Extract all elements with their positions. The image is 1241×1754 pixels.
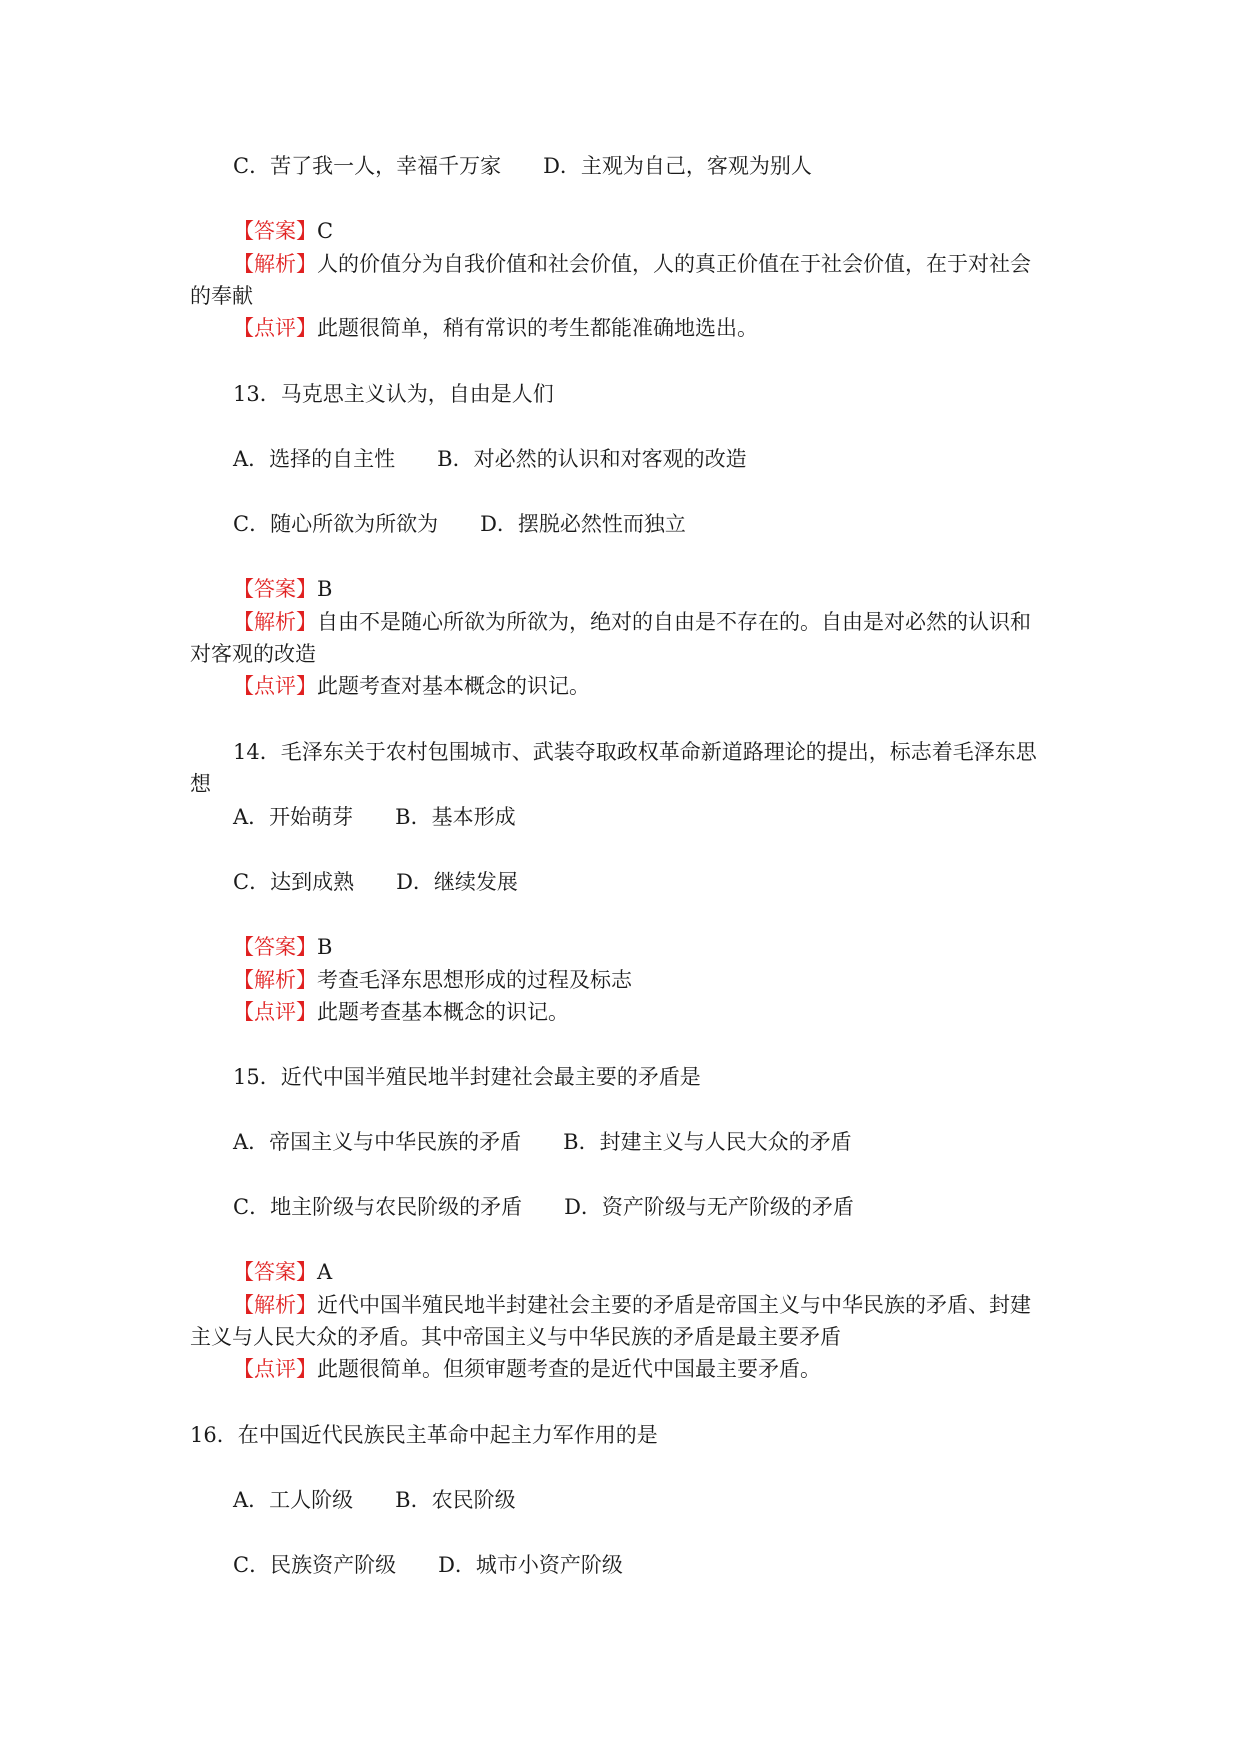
q12-answer bbox=[233, 215, 333, 247]
q15-option-a: A．帝国主义与中华民族的矛盾 bbox=[233, 1130, 522, 1154]
comment-tag: 【点评】 bbox=[233, 316, 317, 340]
q12-comment bbox=[233, 312, 758, 344]
q13-analysis-line-1 bbox=[233, 606, 1031, 638]
q12-analysis-line-2: 的奉献 bbox=[190, 284, 253, 308]
q14-question-line-2: 想 bbox=[190, 772, 211, 796]
q16-option-b: B．农民阶级 bbox=[395, 1488, 516, 1512]
analysis-text: 近代中国半殖民地半封建社会主要的矛盾是帝国主义与中华民族的矛盾、封建 bbox=[317, 1293, 1031, 1317]
comment-tag: 【点评】 bbox=[233, 1357, 317, 1381]
analysis-tag: 【解析】 bbox=[233, 1293, 317, 1317]
q13-option-d: D．摆脱必然性而独立 bbox=[480, 512, 686, 536]
q16-question: 16．在中国近代民族民主革命中起主力军作用的是 bbox=[190, 1423, 658, 1447]
analysis-text: 自由不是随心所欲为所欲为，绝对的自由是不存在的。自由是对必然的认识和 bbox=[317, 610, 1031, 634]
analysis-tag: 【解析】 bbox=[233, 610, 317, 634]
comment-tag: 【点评】 bbox=[233, 674, 317, 698]
q12-option-d: D．主观为自己，客观为别人 bbox=[543, 154, 812, 178]
comment-text: 此题考查基本概念的识记。 bbox=[317, 1000, 569, 1024]
answer-tag: 【答案】 bbox=[233, 1260, 317, 1284]
q12-option-c: C．苦了我一人，幸福千万家 bbox=[233, 154, 502, 178]
q13-question: 13．马克思主义认为，自由是人们 bbox=[233, 382, 554, 406]
q15-question: 15．近代中国半殖民地半封建社会最主要的矛盾是 bbox=[233, 1065, 701, 1089]
comment-text: 此题很简单。但须审题考查的是近代中国最主要矛盾。 bbox=[317, 1357, 821, 1381]
q14-analysis bbox=[233, 964, 632, 996]
q15-analysis-line-2: 主义与人民大众的矛盾。其中帝国主义与中华民族的矛盾是最主要矛盾 bbox=[190, 1325, 841, 1349]
q14-options-ab bbox=[233, 801, 516, 833]
comment-text: 此题考查对基本概念的识记。 bbox=[317, 674, 590, 698]
q14-options-cd bbox=[233, 866, 518, 898]
q13-option-a: A．选择的自主性 bbox=[233, 447, 396, 471]
answer-value: A bbox=[317, 1260, 333, 1284]
answer-tag: 【答案】 bbox=[233, 577, 317, 601]
q15-option-d: D．资产阶级与无产阶级的矛盾 bbox=[564, 1195, 854, 1219]
q13-options-cd bbox=[233, 508, 686, 540]
q13-option-b: B．对必然的认识和对客观的改造 bbox=[437, 447, 747, 471]
q15-options-cd bbox=[233, 1191, 854, 1223]
answer-tag: 【答案】 bbox=[233, 219, 317, 243]
q13-comment bbox=[233, 670, 590, 702]
q14-option-b: B．基本形成 bbox=[395, 805, 516, 829]
q13-answer bbox=[233, 573, 332, 605]
q14-question-line-1: 14．毛泽东关于农村包围城市、武装夺取政权革命新道路理论的提出，标志着毛泽东思 bbox=[233, 740, 1037, 764]
answer-value: B bbox=[317, 935, 333, 959]
q14-option-c: C．达到成熟 bbox=[233, 870, 355, 894]
q13-option-c: C．随心所欲为所欲为 bbox=[233, 512, 439, 536]
answer-value: C bbox=[317, 219, 334, 243]
q16-option-a: A．工人阶级 bbox=[233, 1488, 354, 1512]
q12-options-cd bbox=[233, 150, 812, 182]
q13-analysis-line-2: 对客观的改造 bbox=[190, 642, 316, 666]
q15-comment bbox=[233, 1353, 821, 1385]
q14-answer bbox=[233, 931, 332, 963]
q16-options-cd bbox=[233, 1549, 623, 1581]
analysis-text: 人的价值分为自我价值和社会价值，人的真正价值在于社会价值，在于对社会 bbox=[317, 252, 1031, 276]
q14-comment bbox=[233, 996, 569, 1028]
answer-value: B bbox=[317, 577, 333, 601]
q15-options-ab bbox=[233, 1126, 852, 1158]
q16-option-c: C．民族资产阶级 bbox=[233, 1553, 397, 1577]
q16-options-ab bbox=[233, 1484, 516, 1516]
analysis-text: 考查毛泽东思想形成的过程及标志 bbox=[317, 968, 632, 992]
analysis-tag: 【解析】 bbox=[233, 252, 317, 276]
q15-answer bbox=[233, 1256, 332, 1288]
q16-option-d: D．城市小资产阶级 bbox=[438, 1553, 623, 1577]
analysis-tag: 【解析】 bbox=[233, 968, 317, 992]
comment-text: 此题很简单，稍有常识的考生都能准确地选出。 bbox=[317, 316, 758, 340]
q15-option-c: C．地主阶级与农民阶级的矛盾 bbox=[233, 1195, 523, 1219]
q15-analysis-line-1 bbox=[233, 1289, 1031, 1321]
q13-options-ab bbox=[233, 443, 747, 475]
q15-option-b: B．封建主义与人民大众的矛盾 bbox=[563, 1130, 852, 1154]
q14-option-a: A．开始萌芽 bbox=[233, 805, 354, 829]
q12-analysis-line-1 bbox=[233, 248, 1031, 280]
q14-option-d: D．继续发展 bbox=[396, 870, 518, 894]
answer-tag: 【答案】 bbox=[233, 935, 317, 959]
comment-tag: 【点评】 bbox=[233, 1000, 317, 1024]
